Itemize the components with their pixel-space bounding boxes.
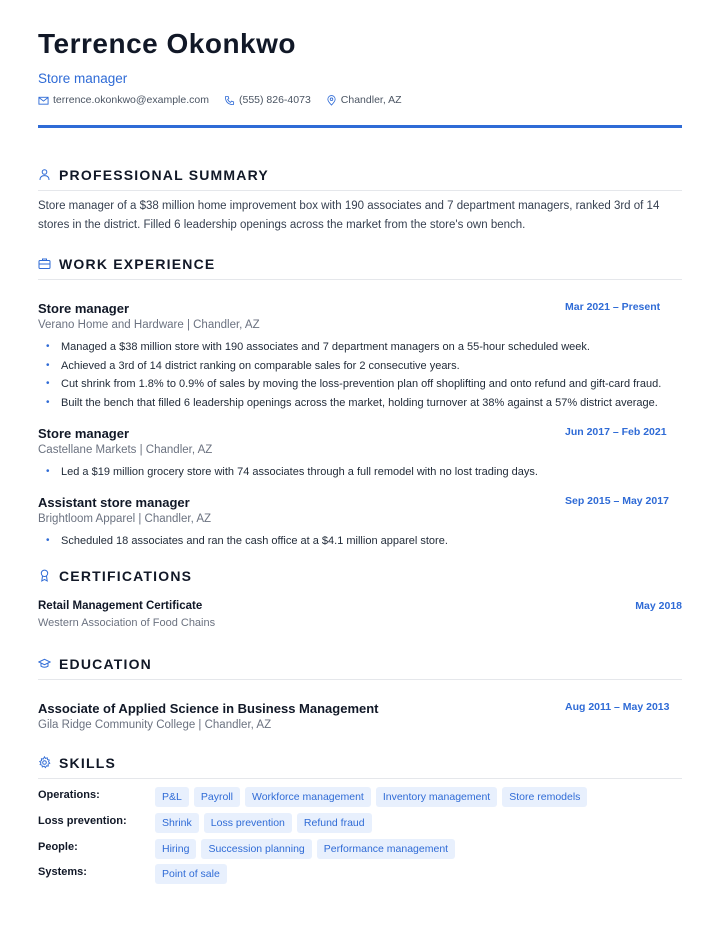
skill-chip: Hiring [155,839,196,859]
job-bullets [38,464,538,483]
user-icon [38,168,51,181]
job-bullets [38,533,448,552]
candidate-role: Store manager [38,71,128,86]
job-title: Assistant store manager [38,495,190,510]
skill-chip: Succession planning [201,839,311,859]
contact-location [326,94,402,106]
mail-icon [38,95,49,106]
section-title-certifications: CERTIFICATIONS [59,568,193,584]
job-dates: Sep 2015 – May 2017 [565,495,669,507]
skill-chip: Refund fraud [297,813,372,833]
header-divider [38,125,682,128]
briefcase-icon [38,257,51,270]
education-degree: Associate of Applied Science in Business Management [38,701,379,716]
job-title: Store manager [38,426,130,441]
skill-chips [155,813,377,833]
job-dates: Mar 2021 – Present [565,301,661,313]
skill-chip: Workforce management [245,787,371,807]
job-bullet: • Managed a $38 million store with 190 associates and 7 department managers on a 55-hour scheduled week. [38,339,661,358]
section-title-education: EDUCATION [59,656,152,672]
job-company: Verano Home and Hardware | Chandler, AZ [38,319,260,331]
skill-group-label: Systems: [38,866,87,878]
section-header-experience [38,256,682,280]
skill-chip: P&L [155,787,189,807]
email-text: terrence.okonkwo@example.com [53,94,209,106]
job-bullet: • Built the bench that filled 6 leadership openings across the market, holding turnover at 38% against a 57% district average. [38,395,661,414]
certification-name: Retail Management Certificate [38,600,203,612]
skill-group [38,841,682,865]
skill-group-label: Operations: [38,789,100,801]
job-bullet: • Cut shrink from 1.8% to 0.9% of sales by moving the loss-prevention plan off shoplifting and onto refund and gift-card fraud. [38,376,661,395]
phone-text: (555) 826-4073 [238,94,311,106]
award-icon [38,569,51,582]
graduation-cap-icon [38,657,51,670]
section-title-summary: PROFESSIONAL SUMMARY [59,167,269,183]
skill-chip: Store remodels [502,787,587,807]
job-dates: Jun 2017 – Feb 2021 [565,426,667,438]
job-bullet: • Scheduled 18 associates and ran the cash office at a $4.1 million apparel store. [38,533,448,552]
job-company: Brightloom Apparel | Chandler, AZ [38,513,212,525]
section-header-certifications [38,568,682,592]
contact-line [38,94,417,106]
section-header-education [38,656,682,680]
skill-chip: Loss prevention [204,813,292,833]
location-text: Chandler, AZ [340,94,402,106]
skill-group [38,815,682,839]
skill-chip: Performance management [317,839,455,859]
skill-chip: Payroll [194,787,240,807]
skill-group [38,866,682,890]
certification-date: May 2018 [635,600,682,612]
education-school: Gila Ridge Community College | Chandler, AZ [38,719,272,731]
contact-email[interactable] [38,94,209,106]
job-bullet: • Led a $19 million grocery store with 74 associates through a full remodel with no lost trading days. [38,464,538,483]
contact-phone[interactable] [224,94,311,106]
job-company: Castellane Markets | Chandler, AZ [38,444,213,456]
candidate-name: Terrence Okonkwo [38,28,297,59]
job-title: Store manager [38,301,130,316]
skill-chip: Shrink [155,813,199,833]
education-dates: Aug 2011 – May 2013 [565,701,670,713]
skill-chip: Inventory management [376,787,497,807]
summary-text: Store manager of a $38 million home improvement box with 190 associates and 7 department managers, ranked 3rd of 14 stores in the district. Filled 6 leadership openings across the market from the store's own bench. [38,200,660,231]
skill-chip: Point of sale [155,864,227,884]
phone-icon [224,95,235,106]
section-title-skills: SKILLS [59,755,116,771]
section-title-experience: WORK EXPERIENCE [59,256,216,272]
map-pin-icon [326,95,337,106]
section-header-skills [38,755,682,779]
skill-chips [155,787,592,807]
skill-group [38,789,682,813]
skill-group-label: Loss prevention: [38,815,127,827]
job-bullets [38,339,661,414]
job-bullet: • Achieved a 3rd of 14 district ranking on comparable sales for 2 consecutive years. [38,358,661,377]
section-header-summary [38,167,682,191]
certification-org: Western Association of Food Chains [38,617,216,629]
skill-chips [155,839,460,859]
skill-chips [155,864,232,884]
skill-group-label: People: [38,841,78,853]
gear-icon [38,756,51,769]
